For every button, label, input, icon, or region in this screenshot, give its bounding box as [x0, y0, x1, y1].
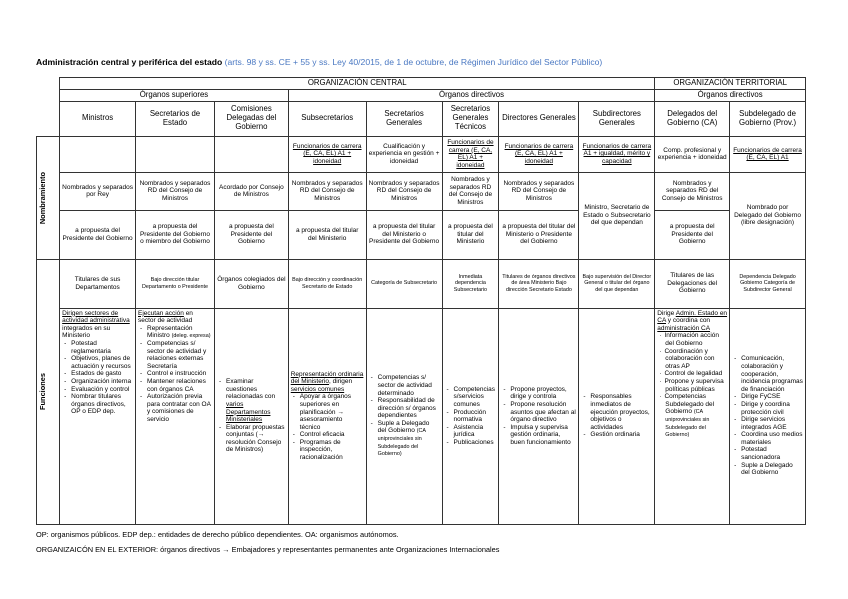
cell: a propuesta del Presidente del Gobierno — [655, 210, 730, 259]
cell: a propuesta del titular del Ministerio o Presidente del Gobierno — [366, 210, 442, 259]
list-item: - Coordina uso medios materiales — [741, 431, 803, 446]
col-subsecretarios: Subsecretarios — [288, 101, 366, 136]
cell: Nombrado por Delegado del Gobierno (libre designación) — [730, 172, 806, 259]
title-reference: (arts. 98 y ss. CE + 55 y ss. Ley 40/2015, de 1 de octubre, de Régimen Jurídico del Sector Público) — [224, 57, 603, 67]
list-item: - Publicaciones — [454, 439, 497, 447]
cell-secgen-funciones — [366, 308, 442, 524]
col-secretarios-estado: Secretarios de Estado — [136, 101, 215, 136]
list-item: - Control e instrucción — [147, 370, 212, 378]
list-item: · Información acción del Gobierno — [665, 332, 727, 347]
list-item: - Programas de inspección, racionalización — [300, 439, 364, 462]
cell — [136, 136, 215, 172]
nombramiento-row-3 — [37, 210, 806, 259]
list-item: - Asistencia jurídica — [454, 424, 497, 439]
cell: Nombrados y separados por Rey — [60, 172, 136, 210]
list-item: - Potestad sancionadora — [741, 446, 803, 461]
list-item: - Elaborar propuestas conjuntas (→ resolución Consejo de Ministros) — [226, 424, 286, 454]
header-organos-superiores: Órganos superiores — [60, 89, 289, 101]
list-item: - Evaluación y control — [71, 386, 133, 394]
cell-delegados-funciones: Dirige Admin. Estado en CA y coordina con administración CA · Información acción del Gobierno · Coordinación y colaboración con otras AP · Control de legalidad · Propone y supervisa políticas públicas · Competencias Subdelegado del Gobierno (CA uniprovinciales sin Subdelegado del Gobierno) — [655, 308, 730, 524]
col-secretarios-generales: Secretarios Generales — [366, 101, 442, 136]
list-item: - Competencias s/ sector de actividad y relaciones externas Secretaría — [147, 340, 212, 370]
cell-ministros-funciones: Dirigen sectores de actividad administrativa integrados en su Ministerio - Potestad reglamentaria - Objetivos, planes de actuación y recursos - Estados de gasto - Organización interna - Evaluación y control - Nombrar titulares órganos directivos, OP o EDP dep. — [60, 308, 136, 524]
list-item: - Responsables inmediatos de ejecución proyectos, objetivos o actividades — [590, 393, 652, 431]
cell — [60, 136, 136, 172]
list-item: - Impulsa y supervisa gestión ordinaria, buen funcionamiento — [510, 424, 576, 447]
list-item: - Objetivos, planes de actuación y recursos — [71, 355, 133, 370]
nombramiento-row-2 — [37, 172, 806, 210]
col-directores-generales: Directores Generales — [499, 101, 579, 136]
page-title — [36, 57, 602, 67]
header-org-territorial: ORGANIZACIÓN TERRITORIAL — [655, 78, 806, 90]
list-item: - Dirige y coordina protección civil — [741, 401, 803, 416]
section-label-funciones: Funciones — [37, 259, 60, 524]
list-item: · Competencias Subdelegado del Gobierno (CA uniprovinciales sin Subdelegado del Gobierno) — [665, 393, 727, 439]
list-item: - Apoyar a órganos superiores en planificación → asesoramiento técnico — [300, 393, 364, 431]
cell-secretarios-funciones: Ejecutan acción en sector de actividad - Representación Ministro (deleg. expresa) - Competencias s/ sector de actividad y relaciones externas Secretaría - Control e instrucción - Mantener relaciones con órganos CA - Autorización previa para contratar con OA y comisiones de servicio — [136, 308, 215, 524]
list-item: - Propone resolución asuntos que afectan al órgano directivo — [510, 401, 576, 424]
cell: Acordado por Consejo de Ministros — [215, 172, 289, 210]
column-header-row — [37, 101, 806, 136]
cell: Bajo supervisión del Director General o titular del órgano del que dependan — [579, 259, 655, 308]
cell: Funcionarios de carrera A1 + igualdad, mérito y capacidad — [579, 136, 655, 172]
list-item: - Comunicación, colaboración y cooperación, incidencia programas de financiación — [741, 355, 803, 393]
list-item: - Potestad reglamentaria — [71, 340, 133, 355]
list-item: - Competencias s/servicios comunes — [454, 386, 497, 409]
col-delegados-gobierno: Delegados del Gobierno (CA) — [655, 101, 730, 136]
list-item: - Suple a Delegado del Gobierno (CA uniprovinciales sin Subdelegado del Gobierno) — [378, 420, 440, 458]
cell: Nombrados y separados RD del Consejo de Ministros — [442, 172, 499, 210]
list-item: - Competencias s/ sector de actividad determinado — [378, 374, 440, 397]
footer-exterior: ORGANIZAICÓN EN EL EXTERIOR: órganos directivos → Embajadores y representantes permanentes ante Organizaciones Internacionales — [36, 545, 500, 554]
col-subdirectores-generales: Subdirectores Generales — [579, 101, 655, 136]
cell: Cualificación y experiencia en gestión + idoneidad — [366, 136, 442, 172]
cell: Nombrados y separados RD del Consejo de Ministros — [288, 172, 366, 210]
cell-sgt-funciones — [442, 308, 499, 524]
title-main: Administración central y periférica del estado — [36, 57, 223, 67]
col-subdelegado-gobierno: Subdelegado de Gobierno (Prov.) — [730, 101, 806, 136]
cell: a propuesta del Presidente del Gobierno o miembro del Gobierno — [136, 210, 215, 259]
list-item: - Suple a Delegado del Gobierno — [741, 462, 803, 477]
cell: Nombrados y separados RD del Consejo de Ministros — [499, 172, 579, 210]
list-item: - Propone proyectos, dirige y controla — [510, 386, 576, 401]
cell: Bajo dirección titular Departamento o Presidente — [136, 259, 215, 308]
cell — [215, 136, 289, 172]
col-ministros: Ministros — [60, 101, 136, 136]
list-item: - Dirige servicios integrados AGE — [741, 416, 803, 431]
list-item: - Autorización previa para contratar con OA y comisiones de servicio — [147, 393, 212, 423]
cell: Funcionarios de carrera (E, CA, EL) A1 + idoneidad — [499, 136, 579, 172]
col-sgt: Secretarios Generales Técnicos — [442, 101, 499, 136]
list-item: - Examinar cuestiones relacionadas con varios Departamentos Ministeriales — [226, 378, 286, 424]
list-item: - Estados de gasto — [71, 370, 133, 378]
list-item: - Dirige FyCSE — [741, 393, 803, 401]
cell: Titulares de sus Departamentos — [60, 259, 136, 308]
cell: a propuesta del Presidente del Gobierno — [215, 210, 289, 259]
footer-abbreviations: OP: organismos públicos. EDP dep.: entidades de derecho público dependientes. OA: organismos autónomos. — [36, 530, 399, 539]
funciones-row-2 — [37, 308, 806, 524]
summary-table — [36, 77, 806, 525]
cell: Titulares de las Delegaciones del Gobierno — [655, 259, 730, 308]
cell-comisiones-funciones — [215, 308, 289, 524]
section-label-nombramiento: Nombramiento — [37, 136, 60, 259]
list-item: · Propone y supervisa políticas públicas — [665, 378, 727, 393]
list-item: - Producción normativa — [454, 409, 497, 424]
cell: Nombrados y separados RD del Consejo de Ministros — [655, 172, 730, 210]
cell: a propuesta del titular del Ministerio — [442, 210, 499, 259]
cell: Comp. profesional y experiencia + idoneidad — [655, 136, 730, 172]
cell: Órganos colegiados del Gobierno — [215, 259, 289, 308]
cell: Categoría de Subsecretario — [366, 259, 442, 308]
cell: Nombrados y separados RD del Consejo de Ministros — [366, 172, 442, 210]
cell-sdg-funciones — [579, 308, 655, 524]
cell: Dependencia Delegado Gobierno Categoría de Subdirector General — [730, 259, 806, 308]
cell: Funcionarios de carrera (E, CA, EL) A1 + idoneidad — [288, 136, 366, 172]
cell-dg-funciones — [499, 308, 579, 524]
nombramiento-row-1 — [37, 136, 806, 172]
cell: Titulares de órganos directivos de área Ministerio Bajo dirección Secretario Estado — [499, 259, 579, 308]
cell-subsecretarios-funciones: Representación ordinaria del Ministerio, dirigen servicios comunes - Apoyar a órganos superiores en planificación → asesoramiento técnico - Control eficacia - Programas de inspección, racionalización — [288, 308, 366, 524]
list-item: - Responsabilidad de dirección s/ órganos dependientes — [378, 397, 440, 420]
list-item: - Control eficacia — [300, 431, 364, 439]
cell: Bajo dirección y coordinación Secretario de Estado — [288, 259, 366, 308]
col-comisiones-delegadas: Comisiones Delegadas del Gobierno — [215, 101, 289, 136]
cell: Funcionarios de carrera (E, CA, EL) A1 + idoneidad — [442, 136, 499, 172]
list-item: - Nombrar titulares órganos directivos, OP o EDP dep. — [71, 393, 133, 416]
cell: a propuesta del titular del Ministerio — [288, 210, 366, 259]
list-item: - Representación Ministro (deleg. expresa) — [147, 325, 212, 340]
cell-subdelegado-funciones — [730, 308, 806, 524]
header-organos-directivos-territorial: Órganos directivos — [655, 89, 806, 101]
list-item: - Mantener relaciones con órganos CA — [147, 378, 212, 393]
cell: a propuesta del Presidente del Gobierno — [60, 210, 136, 259]
cell: Nombrados y separados RD del Consejo de Ministros — [136, 172, 215, 210]
cell: Inmediata dependencia Subsecretario — [442, 259, 499, 308]
header-organos-directivos: Órganos directivos — [288, 89, 655, 101]
list-item: - Gestión ordinaria — [590, 431, 652, 439]
funciones-row-1 — [37, 259, 806, 308]
list-item: · Coordinación y colaboración con otras AP — [665, 348, 727, 371]
cell: a propuesta del titular del Ministerio o Presidente del Gobierno — [499, 210, 579, 259]
header-org-central: ORGANIZACIÓN CENTRAL — [60, 78, 655, 90]
list-item: · Control de legalidad — [665, 370, 727, 378]
cell: Ministro, Secretario de Estado o Subsecretario del que dependan — [579, 172, 655, 259]
corner-cell — [37, 78, 60, 137]
list-item: - Organización interna — [71, 378, 133, 386]
cell: Funcionarios de carrera (E, CA, EL) A1 — [730, 136, 806, 172]
